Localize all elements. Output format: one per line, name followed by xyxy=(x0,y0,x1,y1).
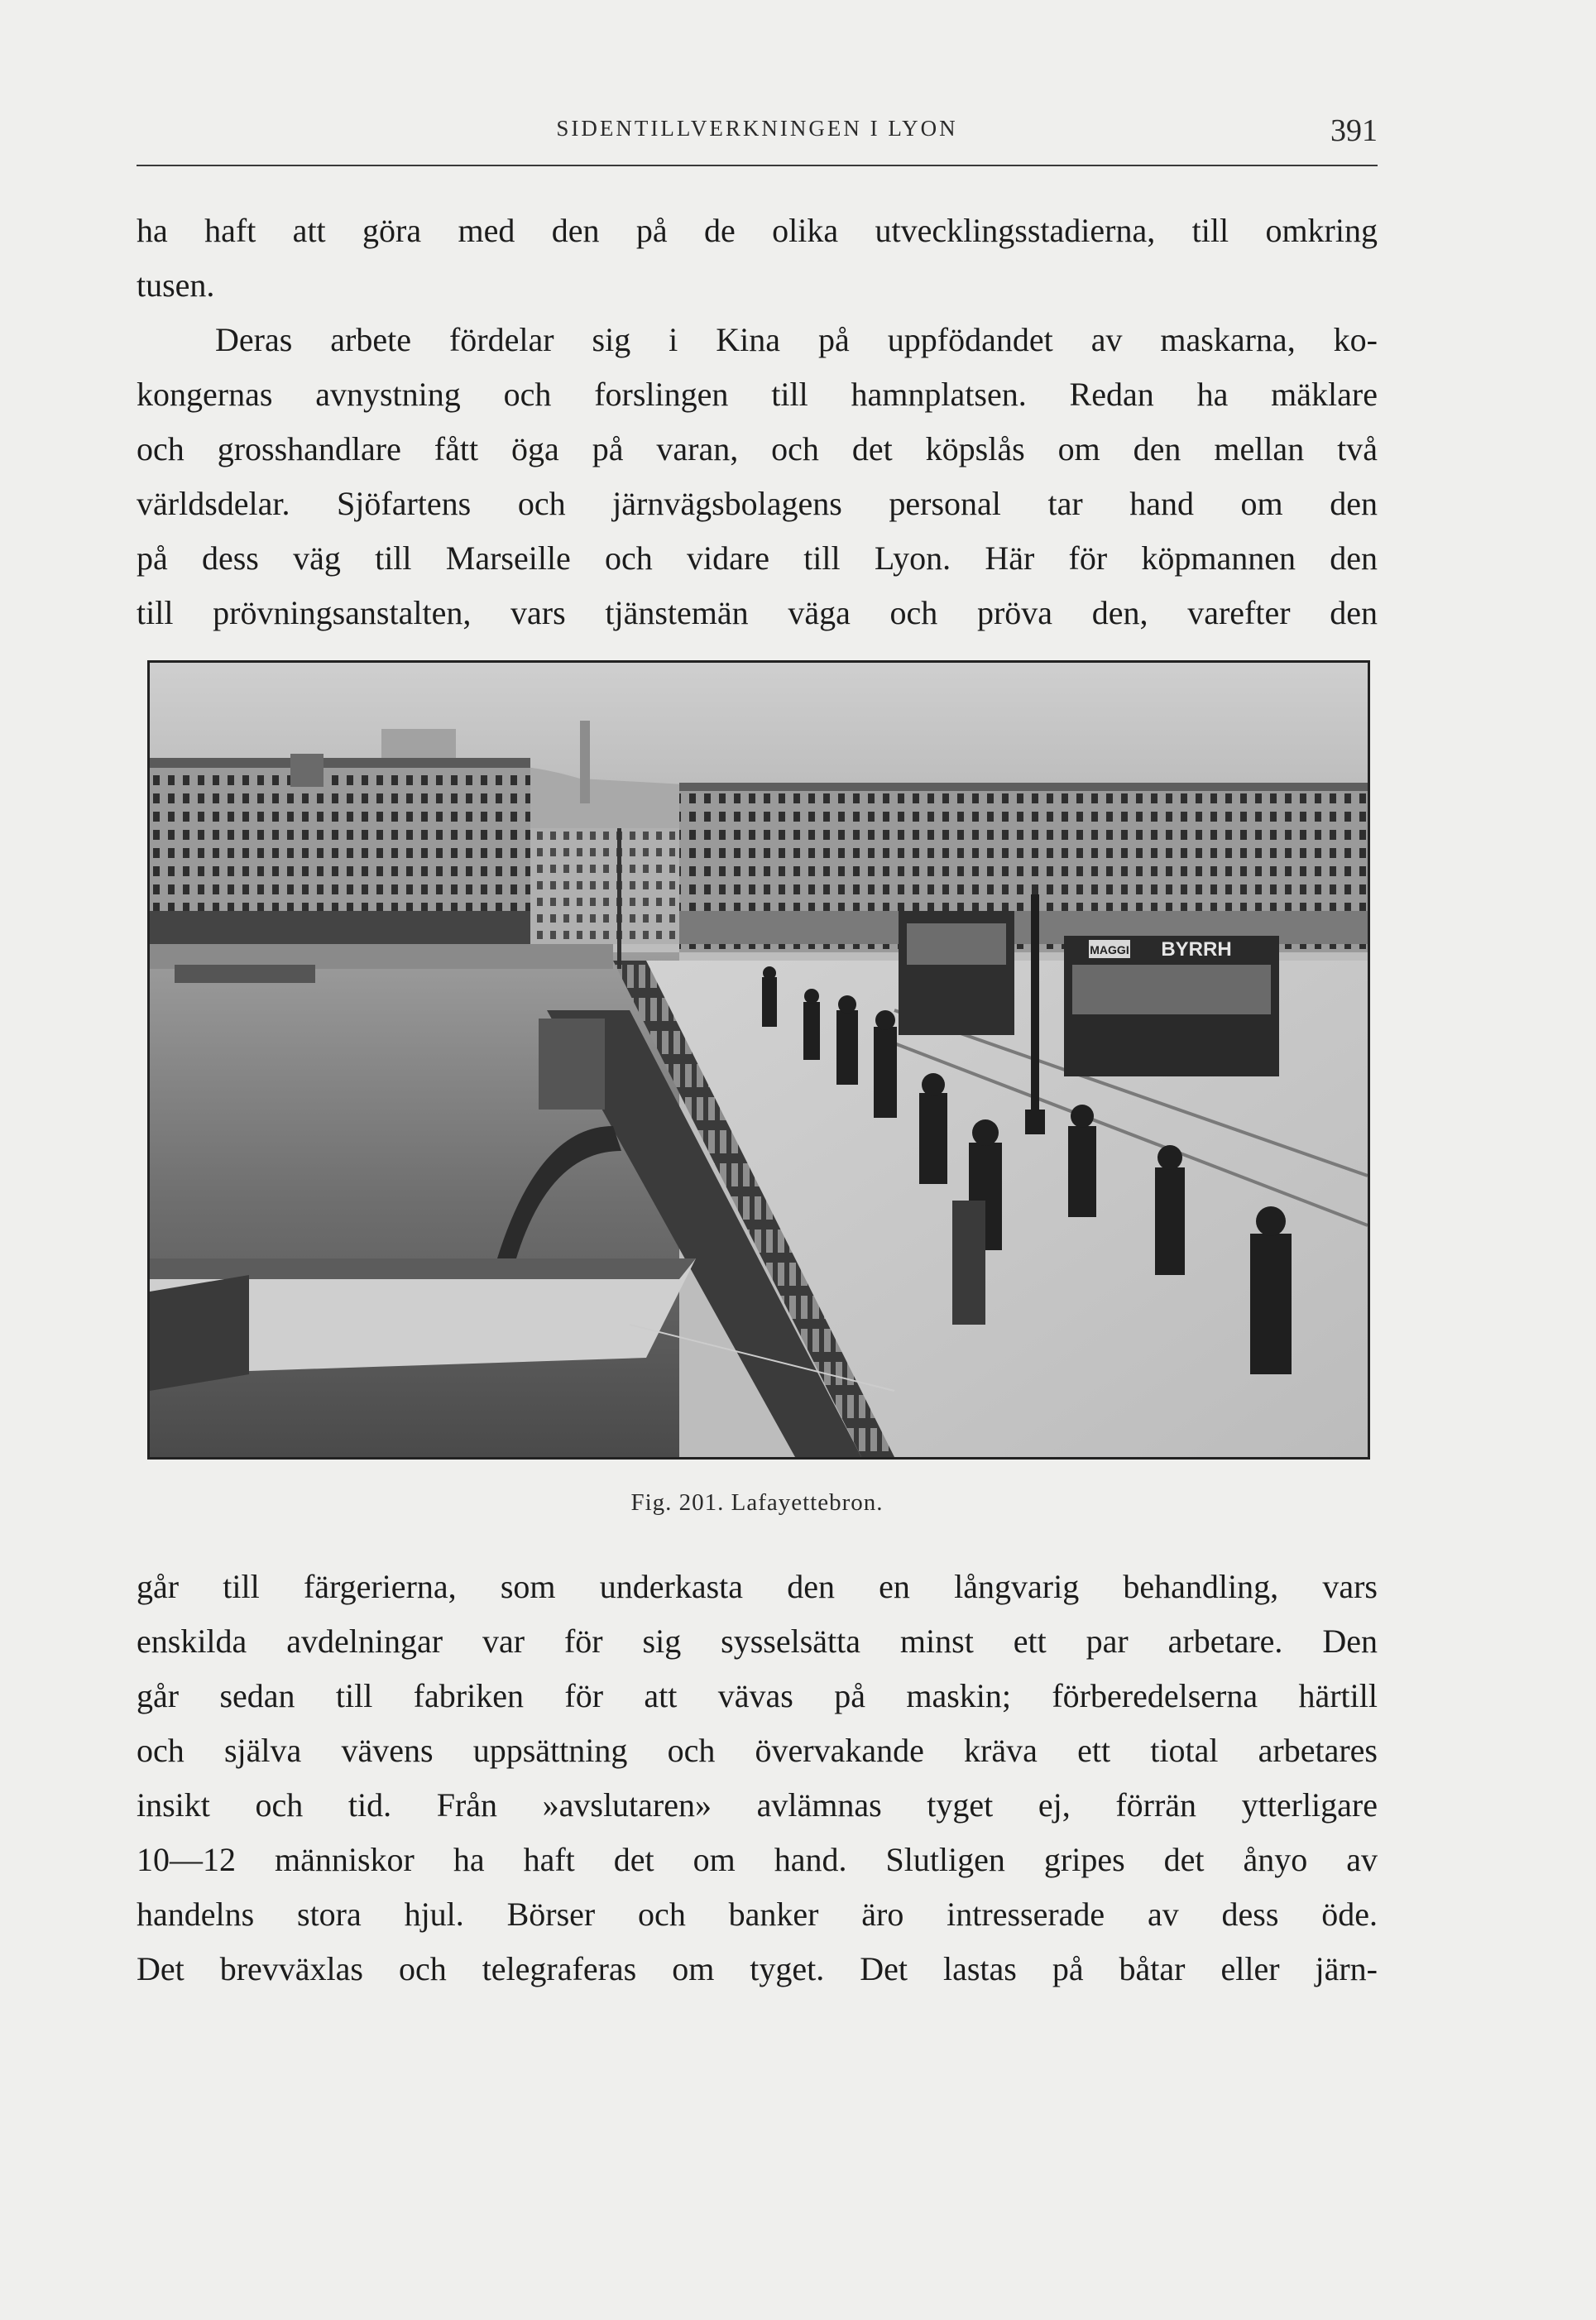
text-line: kongernas avnystning och forslingen till hamnplatsen. Redan ha mäklare xyxy=(137,376,1378,413)
figure-photograph xyxy=(147,660,1370,1460)
text-line: insikt och tid. Från »avslutaren» avlämnas tyget ej, förrän ytterligare xyxy=(137,1786,1378,1824)
text-line: på dess väg till Marseille och vidare till Lyon. Här för köpmannen den xyxy=(137,539,1378,577)
text-line: 10—12 människor ha haft det om hand. Slutligen gripes det ånyo av xyxy=(137,1841,1378,1878)
text-line: går sedan till fabriken för att vävas på maskin; förberedelserna härtill xyxy=(137,1677,1378,1714)
bridge-photo-illustration xyxy=(150,663,1368,1457)
text-line: till prövningsanstalten, vars tjänstemän väga och pröva den, varefter den xyxy=(137,594,1378,631)
tram-sign: BYRRH xyxy=(1161,938,1232,961)
text-line: tusen. xyxy=(137,266,215,304)
tram-sign-small: MAGGI xyxy=(1090,943,1129,956)
text-block-bottom xyxy=(137,1560,1378,1996)
text-line: världsdelar. Sjöfartens och järnvägsbolagens personal tar hand om den xyxy=(137,485,1378,522)
text-line: Deras arbete fördelar sig i Kina på uppfödandet av maskarna, ko- xyxy=(215,321,1378,358)
text-line: går till färgerierna, som underkasta den en långvarig behandling, vars xyxy=(137,1568,1378,1605)
text-line: Det brevväxlas och telegraferas om tyget. Det lastas på båtar eller järn- xyxy=(137,1950,1378,1987)
text-line: och grosshandlare fått öga på varan, och det köpslås om den mellan två xyxy=(137,430,1378,467)
text-block-top xyxy=(137,204,1378,640)
page-number: 391 xyxy=(1330,113,1378,148)
text-line: och själva vävens uppsättning och övervakande kräva ett tiotal arbetares xyxy=(137,1732,1378,1769)
text-line: ha haft att göra med den på de olika utvecklingsstadierna, till omkring xyxy=(137,212,1378,249)
running-title: SIDENTILLVERKNINGEN I LYON xyxy=(556,116,958,141)
figure-caption: Fig. 201. Lafayettebron. xyxy=(630,1489,884,1516)
running-head xyxy=(137,113,1378,157)
header-rule xyxy=(137,165,1378,166)
text-line: handelns stora hjul. Börser och banker äro intresserade av dess öde. xyxy=(137,1896,1378,1933)
text-line: enskilda avdelningar var för sig sysselsätta minst ett par arbetare. Den xyxy=(137,1623,1378,1660)
